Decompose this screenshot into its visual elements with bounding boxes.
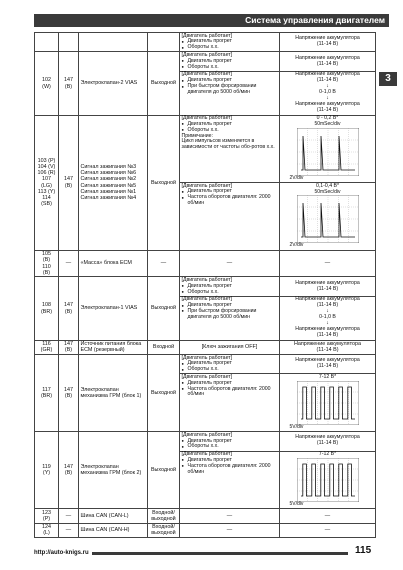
condition-head: [Двигатель работает] xyxy=(181,354,233,361)
signal-name: Электроклапан-2 VIAS xyxy=(79,52,148,115)
signal-name: Шина CAN (CAN-L) xyxy=(79,509,148,523)
wire-color: — xyxy=(59,509,79,523)
wire-color: — xyxy=(59,523,79,537)
condition-head: [Двигатель работает] xyxy=(181,32,233,39)
value-text: Напряжение аккумулятора (11-14 В) ↓ 0-1,0 В ↓ Напряжение аккумулятора (11-14 В) xyxy=(295,71,360,114)
terminal-number: 116 (GR) xyxy=(35,340,59,354)
oscilloscope-waveform xyxy=(297,128,359,176)
value-cell xyxy=(280,277,376,296)
condition-head: [Двигатель работает] xyxy=(181,276,233,283)
wire-color: 147 (B) xyxy=(59,115,79,250)
value-text: Напряжение аккумулятора (11-14 В) xyxy=(295,35,360,48)
value-cell xyxy=(280,183,376,250)
scope-time-label: 50mSec/div xyxy=(314,121,341,128)
value-text: Напряжение аккумулятора (11-14 В) xyxy=(295,357,360,370)
value-cell: — xyxy=(280,250,376,277)
io-type: Входной/ выходной xyxy=(148,523,180,537)
table-row xyxy=(35,250,376,277)
condition-bullet: ● Частота оборотов двигателя: 2000 об/мин xyxy=(182,387,278,399)
value-cell xyxy=(280,451,376,509)
value-text: Напряжение аккумулятора (11-14 В) xyxy=(295,279,360,292)
condition-cell: — xyxy=(180,523,280,537)
value-cell xyxy=(280,296,376,340)
value-cell xyxy=(280,52,376,71)
condition-bullet: ● При быстром форсировании двигателя до 5000 об/мин xyxy=(182,84,278,96)
condition-head: [Двигатель работает] xyxy=(181,451,233,458)
table-row xyxy=(35,52,376,71)
condition-bullet: ● Обороты х.х. xyxy=(182,45,278,51)
oscilloscope-waveform xyxy=(297,381,359,425)
condition-bullet: ● Двигатель прогрет xyxy=(182,361,278,367)
condition-cell xyxy=(180,183,280,250)
condition-bullet: ● Обороты х.х. xyxy=(182,128,278,134)
page-header-bar xyxy=(34,14,389,27)
io-type: Выходной xyxy=(148,432,180,509)
condition-cell xyxy=(180,33,280,52)
io-type: Входной/ выходной xyxy=(148,509,180,523)
table-row xyxy=(35,340,376,354)
condition-head: [Двигатель работает] xyxy=(181,182,233,189)
chapter-tab: 3 xyxy=(379,72,397,86)
value-cell: Напряжение аккумулятора (11-14 В) xyxy=(280,340,376,354)
condition-bullet: ● Частота оборотов двигателя: 2000 об/мин xyxy=(182,195,278,207)
condition-bullet: ● Двигатель прогрет xyxy=(182,458,278,464)
wire-color: 147 (B) xyxy=(59,355,79,432)
wire-color: 147 (B) xyxy=(59,340,79,354)
scope-div-label: 5V/div xyxy=(289,423,304,430)
condition-cell xyxy=(180,374,280,432)
condition-bullet: ● Двигатель прогрет xyxy=(182,122,278,128)
condition-bullet: ● Двигатель прогрет xyxy=(182,303,278,309)
signal-name: Источник питания блока ЕСМ (резервный) xyxy=(79,340,148,354)
page-header-title: Система управления двигателем xyxy=(245,15,385,25)
scope-div-label: 5V/div xyxy=(289,501,304,508)
footer-url: http://auto-knigs.ru xyxy=(34,550,89,556)
footer-rule xyxy=(92,552,348,555)
condition-bullet: ● Двигатель прогрет xyxy=(182,39,278,45)
io-type: — xyxy=(148,250,180,277)
value-cell xyxy=(280,33,376,52)
condition-bullet: ● При быстром форсировании двигателя до 5000 об/мин xyxy=(182,309,278,321)
condition-bullet: ● Двигатель прогрет xyxy=(182,59,278,65)
condition-cell xyxy=(180,115,280,182)
value-cell xyxy=(280,71,376,115)
condition-cell xyxy=(180,355,280,374)
oscilloscope-waveform xyxy=(297,458,359,502)
value-top: 7-12 В* xyxy=(318,451,337,458)
condition-cell xyxy=(180,451,280,509)
signal-name: «Масса» блока ЕСМ xyxy=(79,250,148,277)
terminal-number: 124 (L) xyxy=(35,523,59,537)
value-cell xyxy=(280,115,376,182)
condition-bullet: ● Двигатель прогрет xyxy=(182,78,278,84)
condition-bullet: ● Двигатель прогрет xyxy=(182,439,278,445)
value-top: 0,1-0,4 В* xyxy=(315,182,340,189)
terminal-number: 119 (Y) xyxy=(35,432,59,509)
value-top: 7-12 В* xyxy=(318,373,337,380)
io-type: Выходной xyxy=(148,355,180,432)
condition-bullet: ● Двигатель прогрет xyxy=(182,284,278,290)
terminal-number: 123 (P) xyxy=(35,509,59,523)
scope-div-label: 2V/div xyxy=(289,242,304,249)
value-text: Напряжение аккумулятора (11-14 В) ↓ 0-1,0 В ↓ Напряжение аккумулятора (11-14 В) xyxy=(295,296,360,339)
condition-note: Примечание: Цикл импульсов изменяется в зависимости от частоты обо-ротов х.х. xyxy=(181,132,275,151)
signal-name: Электроклапан-1 VIAS xyxy=(79,277,148,340)
condition-cell xyxy=(180,296,280,340)
terminal-number: 117 (BR) xyxy=(35,355,59,432)
condition-head: [Двигатель работает] xyxy=(181,431,233,438)
condition-cell xyxy=(180,432,280,451)
value-cell xyxy=(280,355,376,374)
condition-bullet: ● Обороты х.х. xyxy=(182,65,278,71)
io-type: Выходной xyxy=(148,277,180,340)
condition-head: [Двигатель работает] xyxy=(181,51,233,58)
value-top: 0 - 0,2 В* xyxy=(316,115,339,122)
condition-bullet: ● Частота оборотов двигателя: 2000 об/мин xyxy=(182,464,278,476)
condition-cell xyxy=(180,71,280,115)
wire-color: — xyxy=(59,250,79,277)
terminal-table xyxy=(34,32,376,538)
condition-cell xyxy=(180,52,280,71)
oscilloscope-waveform xyxy=(297,195,359,243)
scope-div-label: 2V/div xyxy=(289,174,304,181)
wire-color: 147 (B) xyxy=(59,52,79,115)
signal-name: Сигнал зажигания №3 Сигнал зажигания №6 Сигнал зажигания №2 Сигнал зажигания №5 Сигнал зажигания №1 Сигнал зажигания №4 xyxy=(79,115,148,250)
condition-head: [Двигатель работает] xyxy=(181,71,233,78)
signal-name: Электроклапан механизма ГРМ (блок 1) xyxy=(79,355,148,432)
condition-bullet: ● Обороты х.х. xyxy=(182,290,278,296)
terminal-number: 102 (W) xyxy=(35,52,59,115)
condition-head: [Двигатель работает] xyxy=(181,373,233,380)
value-cell: — xyxy=(280,509,376,523)
page-number: 115 xyxy=(355,545,372,556)
value-text: Напряжение аккумулятора (11-14 В) xyxy=(295,54,360,67)
value-cell xyxy=(280,374,376,432)
value-cell: — xyxy=(280,523,376,537)
condition-head: [Двигатель работает] xyxy=(181,296,233,303)
table-row xyxy=(35,277,376,296)
condition-cell: [Ключ зажигания OFF] xyxy=(180,340,280,354)
terminal-number: 108 (BR) xyxy=(35,277,59,340)
condition-bullet: ● Двигатель прогрет xyxy=(182,381,278,387)
value-cell xyxy=(280,432,376,451)
terminal-number: 103 (P) 104 (V) 106 (R) 107 (LG) 113 (Y) 114 (SB) xyxy=(35,115,59,250)
io-type: Выходной xyxy=(148,52,180,115)
table-row xyxy=(35,33,376,52)
condition-bullet: ● Двигатель прогрет xyxy=(182,189,278,195)
condition-cell: — xyxy=(180,509,280,523)
condition-bullet: ● Обороты х.х. xyxy=(182,367,278,373)
wire-color: 147 (B) xyxy=(59,432,79,509)
value-text: Напряжение аккумулятора (11-14 В) xyxy=(295,434,360,447)
signal-name: Шина CAN (CAN-H) xyxy=(79,523,148,537)
table-row xyxy=(35,355,376,374)
table-row xyxy=(35,523,376,537)
signal-name: Электроклапан механизма ГРМ (блок 2) xyxy=(79,432,148,509)
wire-color: 147 (B) xyxy=(59,277,79,340)
terminal-number: 105 (B) 110 (B) xyxy=(35,250,59,277)
io-type: Входной xyxy=(148,340,180,354)
table-row xyxy=(35,432,376,451)
condition-head: [Двигатель работает] xyxy=(181,115,233,122)
condition-bullet: ● Обороты х.х. xyxy=(182,444,278,450)
io-type: Выходной xyxy=(148,115,180,250)
table-row xyxy=(35,509,376,523)
condition-cell: — xyxy=(180,250,280,277)
scope-time-label: 50mSec/div xyxy=(314,188,341,195)
condition-cell xyxy=(180,277,280,296)
table-row xyxy=(35,115,376,182)
